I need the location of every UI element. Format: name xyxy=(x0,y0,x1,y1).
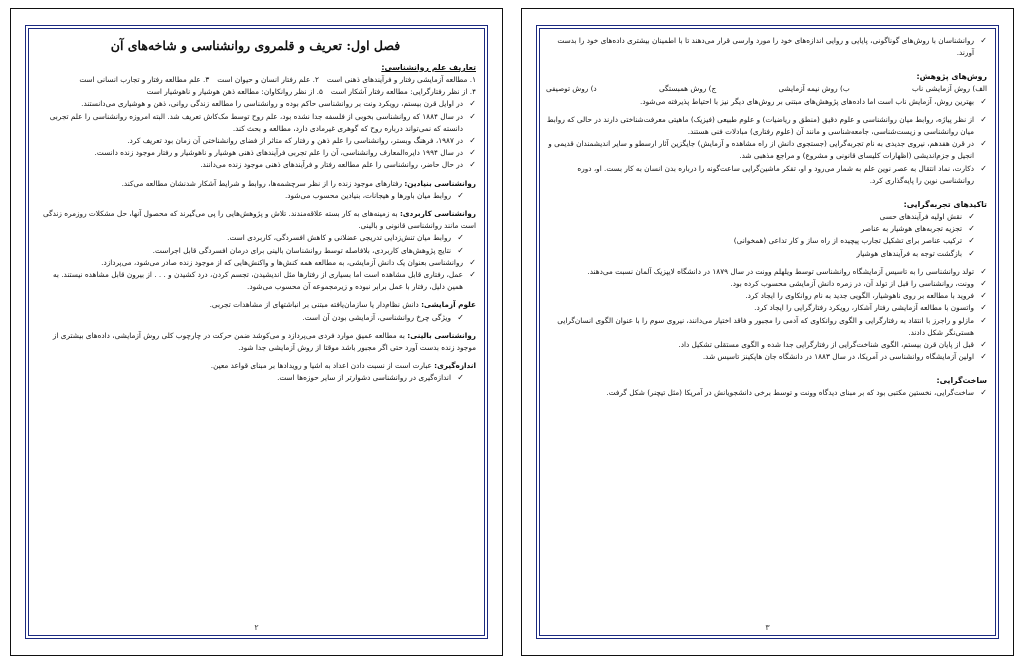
checkmark-icon: ✓ xyxy=(980,315,987,325)
list-item: ✓ قبل از پایان قرن بیستم، الگوی شناخت‌گرایی از رفتارگرایی جدا شده و الگوی مستقلی تشکیل داد. xyxy=(546,339,987,351)
definition-row-2 xyxy=(35,86,476,98)
left-page-border xyxy=(25,25,488,639)
method-option: د) روش توصیفی xyxy=(546,84,597,94)
list-item: ✓ وونت، روانشناسی را قبل از تولد آن، در زمره دانش آزمایشی محسوب کرده بود. xyxy=(546,278,987,290)
checkmark-icon: ✓ xyxy=(980,96,987,106)
checkmark-icon: ✓ xyxy=(980,388,987,398)
list-item: ✓ نقش اولیه فرآیندهای حسی xyxy=(546,211,975,223)
list-item: ✓ عمل، رفتاری قابل مشاهده است اما بسیاری از رفتارها مثل اندیشیدن، تجسم کردن، درد کشیدن و . . . از بیرون قابل مشاهده نیستند. به همین دلیل، رفتار با عمل برابر نبوده و زیرمجموعه آن محسوب می‌شود. xyxy=(52,270,476,292)
checkmark-icon: ✓ xyxy=(980,340,987,350)
checkmark-icon: ✓ xyxy=(980,139,987,149)
checkmark-icon: ✓ xyxy=(968,248,975,258)
checkmark-icon: ✓ xyxy=(469,99,476,109)
definition-item: ۱. مطالعه آزمایشی رفتار و فرآیندهای ذهنی است xyxy=(326,75,476,84)
checkmark-icon: ✓ xyxy=(457,312,464,322)
right-page xyxy=(521,8,1014,656)
definition-heading: تعاریف علم روانشناسی: xyxy=(381,63,476,72)
clinical-psychology-title: روانشناسی بالینی: xyxy=(407,330,476,340)
left-page xyxy=(10,8,503,656)
list-item: ✓ در قرن هفدهم، نیروی جدیدی به نام تجربه‌گرایی (جستجوی دانش از راه مشاهده و آزمایش) جایگزین آثار ارسطو و سایر اندیشمندان قدیمی و انجیل و جزم‌اندیشی (اظهارات کلیسای قانونی و مشروع) و مراجع مذهبی شد. xyxy=(548,139,987,161)
checkmark-icon: ✓ xyxy=(980,114,987,124)
list-item: ✓ تولد روانشناسی را به تاسیس آزمایشگاه روانشناسی توسط ویلهلم وونت در سال ۱۸۷۹ در دانشگاه لایپزیک آلمان نسبت می‌دهند. xyxy=(546,266,987,278)
checkmark-icon: ✓ xyxy=(469,148,476,158)
checkmark-icon: ✓ xyxy=(980,36,987,45)
definition-item: ۵. از نظر روانکاوان: مطالعه ذهن هوشیار و ناهوشیار است xyxy=(146,87,323,97)
experimental-science-title: علوم آزمایشی: xyxy=(421,300,476,310)
list-item: ✓ در حال حاضر، روانشناسی را علم مطالعه رفتار و فرآیندهای ذهنی موجود زنده می‌دانند. xyxy=(35,159,476,171)
checkmark-icon: ✓ xyxy=(980,303,987,313)
checkmark-icon: ✓ xyxy=(980,163,987,173)
list-item: ✓ ساخت‌گرایی، نخستین مکتبی بود که بر مبنای دیدگاه وونت و توسط برخی دانشجویانش در آمریکا (مثل تیچنر) شکل گرفت. xyxy=(546,387,987,399)
empiricism-heading: تاکیدهای تجربه‌گرایی: xyxy=(903,200,987,210)
checkmark-icon: ✓ xyxy=(457,190,464,200)
definition-row-1 xyxy=(35,74,476,86)
list-item: ✓ در اوایل قرن بیستم، رویکرد ونت بر روانشناسی حاکم بوده و روانشناسی را مطالعه زندگی روانی، ذهن و هوشیاری می‌دانستند. xyxy=(35,98,476,110)
left-page-content xyxy=(35,35,476,617)
basic-psychology-title: روانشناسی بنیادین: xyxy=(404,178,476,188)
checkmark-icon: ✓ xyxy=(469,136,476,146)
experimental-science-paragraph: علوم آزمایشی: دانش نظام‌دار یا سازمان‌یافته مبتنی بر انباشتهای از مشاهدات تجربی. xyxy=(209,300,476,310)
chapter-title: فصل اول: تعریف و قلمروی روانشناسی و شاخه‌های آن xyxy=(110,38,401,53)
list-item: ✓ در سال ۱۸۸۴ که روانشناسی بخوبی از فلسفه جدا نشده بود، علم روح توسط مک‌کاش تعریف شد. البته امروزه روانشناسی را علم تجربی دانسته که نمی‌تواند درباره روح که گوهری غیرمادی دارد، مطالعه و بحث کند. xyxy=(49,111,476,133)
list-item: ✓ ویژگی چرخ روانشناسی، آزمایشی بودن آن است. xyxy=(35,312,464,324)
list-item: ✓ از نظر پیاژه، روابط میان روانشناسی و علوم دقیق (منطق و ریاضیات) و علوم طبیعی (فیزیک) ماهیتی معرفت‌شناختی دارند در حالی که روابط میان روانشناسی و زیست‌شناسی، جامعه‌شناسی و مانند آن (علوم رفتاری) مبادلات فنی هستند. xyxy=(546,114,987,137)
definition-item: ۴. از نظر رفتارگرایی: مطالعه رفتار آشکار است xyxy=(330,87,476,97)
list-item: ✓ مازلو و راجرز با انتقاد به رفتارگرایی و الگوی روانکاوی که آدمی را مجبور و فاقد اختیار می‌دانند، نیروی سوم را با عنوان الگوی انسان‌گرایی هستی‌نگر شکل دادند. xyxy=(557,315,987,337)
structuralism-heading: ساخت‌گرایی: xyxy=(936,376,987,386)
definition-item: ۲. علم رفتار انسان و حیوان است xyxy=(217,75,319,84)
page-number: ۲ xyxy=(254,623,259,632)
checkmark-icon: ✓ xyxy=(980,291,987,301)
list-item: ✓ اندازه‌گیری در روانشناسی دشوارتر از سایر حوزه‌ها است. xyxy=(35,372,464,384)
research-methods-heading: روش‌های پژوهش: xyxy=(916,72,987,82)
method-option: الف) روش آزمایشی ناب xyxy=(912,84,987,94)
checkmark-icon: ✓ xyxy=(469,111,476,121)
list-item: ✓ نتایج پژوهش‌های کاربردی، بلافاصله توسط روانشناسان بالینی برای درمان افسردگی قابل اجراست. xyxy=(35,245,464,257)
checkmark-icon: ✓ xyxy=(469,270,476,280)
checkmark-icon: ✓ xyxy=(980,352,987,362)
measurement-title: اندازه‌گیری: xyxy=(434,361,476,371)
list-item: ✓ اولین آزمایشگاه روانشناسی در آمریکا، در سال ۱۸۸۳ در دانشگاه جان هاپکینز تاسیس شد. xyxy=(546,351,987,363)
list-item: ✓ فروید با مطالعه بر روی ناهوشیار، الگویی جدید به نام روانکاوی را ایجاد کرد. xyxy=(546,290,987,302)
applied-psychology-title: روانشناسی کاربردی: xyxy=(399,209,476,219)
checkmark-icon: ✓ xyxy=(968,212,975,222)
list-item: ✓ بازگشت توجه به فرآیندهای هوشیار xyxy=(546,248,975,260)
basic-psychology-paragraph: روانشناسی بنیادین: رفتارهای موجود زنده را از نظر سرچشمه‌ها، روابط و شرایط آشکار شدنشان مطالعه می‌کند. xyxy=(121,178,476,188)
method-option: ب) روش نیمه آزمایشی xyxy=(778,84,850,94)
list-item: ✓ روانشناسی بعنوان یک دانش آزمایشی، به مطالعه همه کنش‌ها و واکنش‌هایی که از موجود زنده صادر می‌شود، می‌پردازد. xyxy=(35,257,476,269)
list-item: ✓ روابط میان تنش‌زدایی تدریجی عضلانی و کاهش افسردگی، کاربردی است. xyxy=(35,232,464,244)
list-item: ✓ روابط میان باورها و هیجانات، بنیادین محسوب می‌شود. xyxy=(35,190,464,202)
checkmark-icon: ✓ xyxy=(469,160,476,170)
right-page-content xyxy=(546,35,987,617)
list-item: ✓ ترکیب عناصر برای تشکیل تجارب پیچیده از راه ساز و کار تداعی (همخوانی) xyxy=(546,235,975,247)
checkmark-icon: ✓ xyxy=(968,224,975,234)
definition-item: ۳. علم مطالعه رفتار و تجارب انسانی است xyxy=(79,75,210,84)
checkmark-icon: ✓ xyxy=(457,233,464,243)
right-page-border xyxy=(536,25,999,639)
checkmark-icon: ✓ xyxy=(968,236,975,246)
list-item: ✓ تجزیه تجربه‌های هوشیار به عناصر xyxy=(546,223,975,235)
list-item: ✓ بهترین روش، آزمایش ناب است اما داده‌های پژوهش‌های مبتنی بر روش‌های دیگر نیز با احتیاط پذیرفته می‌شود. xyxy=(546,96,987,108)
research-methods-options xyxy=(546,83,987,95)
page-number: ۳ xyxy=(765,623,770,632)
checkmark-icon: ✓ xyxy=(469,257,476,267)
clinical-psychology-paragraph: روانشناسی بالینی: به مطالعه عمیق موارد فردی می‌پردازد و می‌کوشد ضمن حرکت در چارچوب کلی روش آزمایشی، داده‌های بیشتری از موجود زنده بدست آورد حتی اگر مجبور باشد موقتا از روش آزمایشی جدا شود. xyxy=(52,330,476,353)
checkmark-icon: ✓ xyxy=(457,373,464,383)
method-option: ج) روش همبستگی xyxy=(658,84,717,94)
checkmark-icon: ✓ xyxy=(980,266,987,276)
list-item: ✓ در سال ۱۹۹۴ دایره‌المعارف روانشناسی، آن را علم تجربی فرآیندهای ذهنی هوشیار و ناهوشیار و رفتار موجود زنده دانست. xyxy=(35,147,476,159)
checkmark-icon: ✓ xyxy=(457,245,464,255)
measurement-paragraph: اندازه‌گیری: عبارت است از نسبت دادن اعداد به اشیا و رویدادها بر مبنای قواعد معین. xyxy=(210,361,476,371)
applied-psychology-paragraph: روانشناسی کاربردی: به زمینه‌های به کار بسته علاقه‌مندند. تلاش و پژوهش‌هایی را پی می‌گیرند که محصول آنها، حل مشکلات روزمره زندگی است مانند روانشناسی قانونی و بالینی. xyxy=(43,209,476,231)
list-item: ✓ دکارت، نماد انتقال به عصر نوین علم به شمار می‌رود و او، تفکر ماشین‌گرایی ساعت‌گونه را درباره بدن انسان به کار بست. او، دوره روانشناسی نوین را پایه‌گذاری کرد. xyxy=(577,163,987,185)
list-item: ✓ در ۱۹۸۷، فرهنگ وبستر، روانشناسی را علم ذهن و رفتار که متاثر از فضای روانشناختی آن زمان بود تعریف کرد. xyxy=(35,135,476,147)
checkmark-icon: ✓ xyxy=(980,279,987,289)
list-item: ✓ واتسون با مطالعه آزمایشی رفتار آشکار، رویکرد رفتارگرایی را ایجاد کرد. xyxy=(546,302,987,314)
list-item: ✓ روانشناسان با روش‌های گوناگونی، پایایی و روایی اندازه‌های خود را مورد وارسی قرار می‌دهند تا با اطمینان بیشتری داده‌های خود را بدست آورند. xyxy=(557,36,987,58)
